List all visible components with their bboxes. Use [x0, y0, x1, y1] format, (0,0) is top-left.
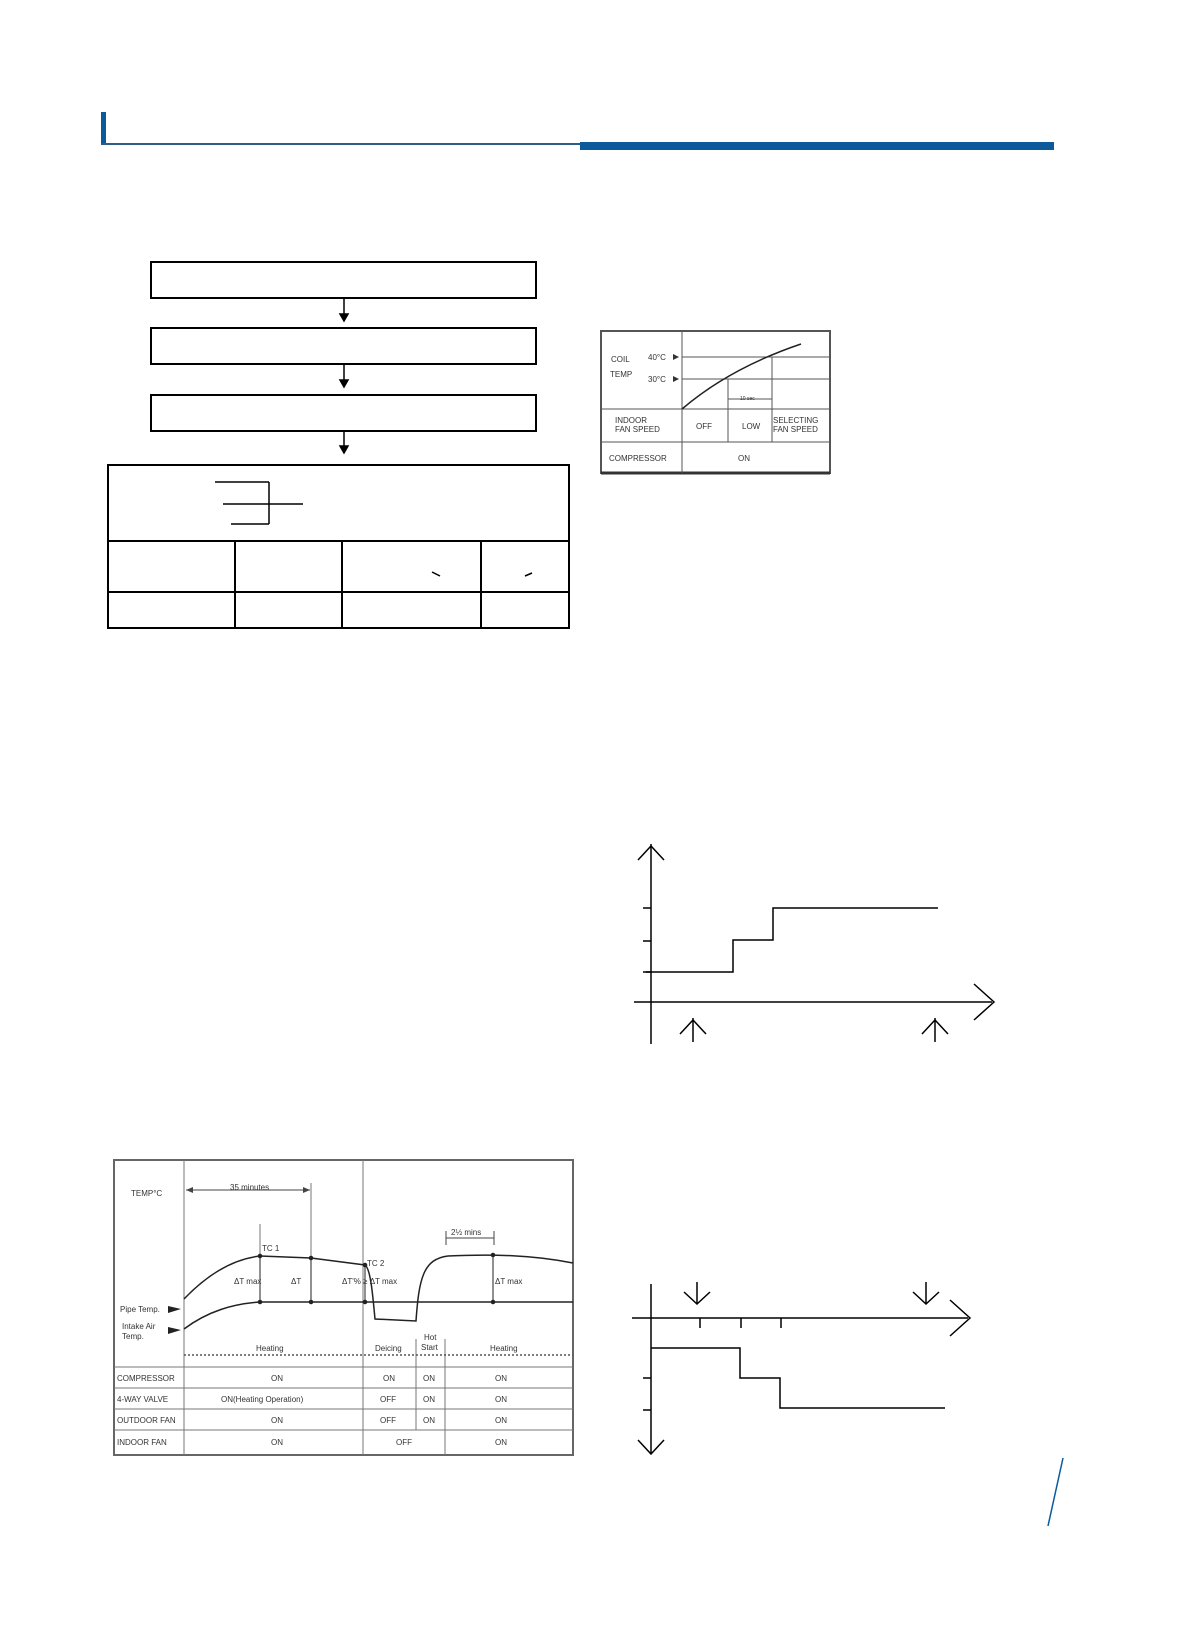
phase-heating-2: Heating: [490, 1344, 518, 1353]
row-outdoor-deicing: OFF: [380, 1416, 396, 1425]
indoor-fan-label-1: INDOOR: [615, 416, 647, 425]
page-corner-mark: [1040, 1456, 1070, 1530]
dt-max-label: ΔT max: [234, 1277, 262, 1286]
row-4way-heating-2: ON: [495, 1395, 507, 1404]
row-compressor-deicing: ON: [383, 1374, 395, 1383]
selecting-label-2: FAN SPEED: [773, 425, 818, 434]
indoor-fan-label-2: FAN SPEED: [615, 425, 660, 434]
tc1-label: TC 1: [262, 1244, 280, 1253]
step-down-line: [651, 1348, 945, 1408]
step-down-graph: [628, 1280, 978, 1458]
coil-label-1: COIL: [611, 355, 630, 364]
row-indoor-heating: ON: [271, 1438, 283, 1447]
phase-hot-2: Start: [421, 1343, 438, 1352]
header-bar: [580, 142, 1054, 150]
row-label-compressor: COMPRESSOR: [117, 1374, 175, 1383]
temp-40-label: 40°C: [648, 353, 666, 362]
header-rule: [101, 143, 581, 145]
intake-air-label-2: Temp.: [122, 1332, 144, 1341]
defrost-chart: [113, 1159, 575, 1459]
coil-label-2: TEMP: [610, 370, 633, 379]
row-label-outdoor-fan: OUTDOOR FAN: [117, 1416, 176, 1425]
fan-low-label: LOW: [742, 422, 761, 431]
row-4way-heating: ON(Heating Operation): [221, 1395, 304, 1404]
row-compressor-heating-2: ON: [495, 1374, 507, 1383]
step-up-graph: [628, 842, 1000, 1046]
phase-heating-1: Heating: [256, 1344, 284, 1353]
dt-relation-label: ΔT'% ≥ ΔT max: [342, 1277, 398, 1286]
row-indoor-heating-2: ON: [495, 1438, 507, 1447]
row-compressor-heating: ON: [271, 1374, 283, 1383]
row-4way-deicing: OFF: [380, 1395, 396, 1404]
flow-box-1: [150, 261, 537, 299]
duration-35-label: 35 minutes: [230, 1183, 270, 1192]
compressor-state: ON: [738, 454, 750, 463]
duration-2-label: 2½ mins: [451, 1228, 482, 1237]
row-outdoor-hot: ON: [423, 1416, 435, 1425]
row-label-4way: 4-WAY VALVE: [117, 1395, 169, 1404]
dt-label: ΔT: [291, 1277, 302, 1286]
flow-result-table: [107, 464, 570, 630]
row-4way-hot: ON: [423, 1395, 435, 1404]
row-outdoor-heating: ON: [271, 1416, 283, 1425]
row-label-indoor-fan: INDOOR FAN: [117, 1438, 167, 1447]
coil-temp-chart: [600, 330, 832, 476]
tc2-label: TC 2: [367, 1259, 385, 1268]
dt-max-2-label: ΔT max: [495, 1277, 523, 1286]
phase-deicing: Deicing: [375, 1344, 402, 1353]
temp-axis-label: TEMP°C: [131, 1189, 163, 1198]
header-left-accent: [101, 112, 106, 144]
selecting-label-1: SELECTING: [773, 416, 819, 425]
interval-label: 10 sec: [740, 396, 755, 402]
row-compressor-hot: ON: [423, 1374, 435, 1383]
step-up-line: [646, 908, 938, 972]
pipe-temp-label: Pipe Temp.: [120, 1305, 160, 1314]
fan-off-label: OFF: [696, 422, 712, 431]
row-indoor-deicing-hot: OFF: [396, 1438, 412, 1447]
phase-hot-1: Hot: [424, 1333, 437, 1342]
row-outdoor-heating-2: ON: [495, 1416, 507, 1425]
intake-air-label-1: Intake Air: [122, 1322, 156, 1331]
compressor-label: COMPRESSOR: [609, 454, 667, 463]
flow-arrows: [330, 298, 360, 458]
temp-30-label: 30°C: [648, 375, 666, 384]
